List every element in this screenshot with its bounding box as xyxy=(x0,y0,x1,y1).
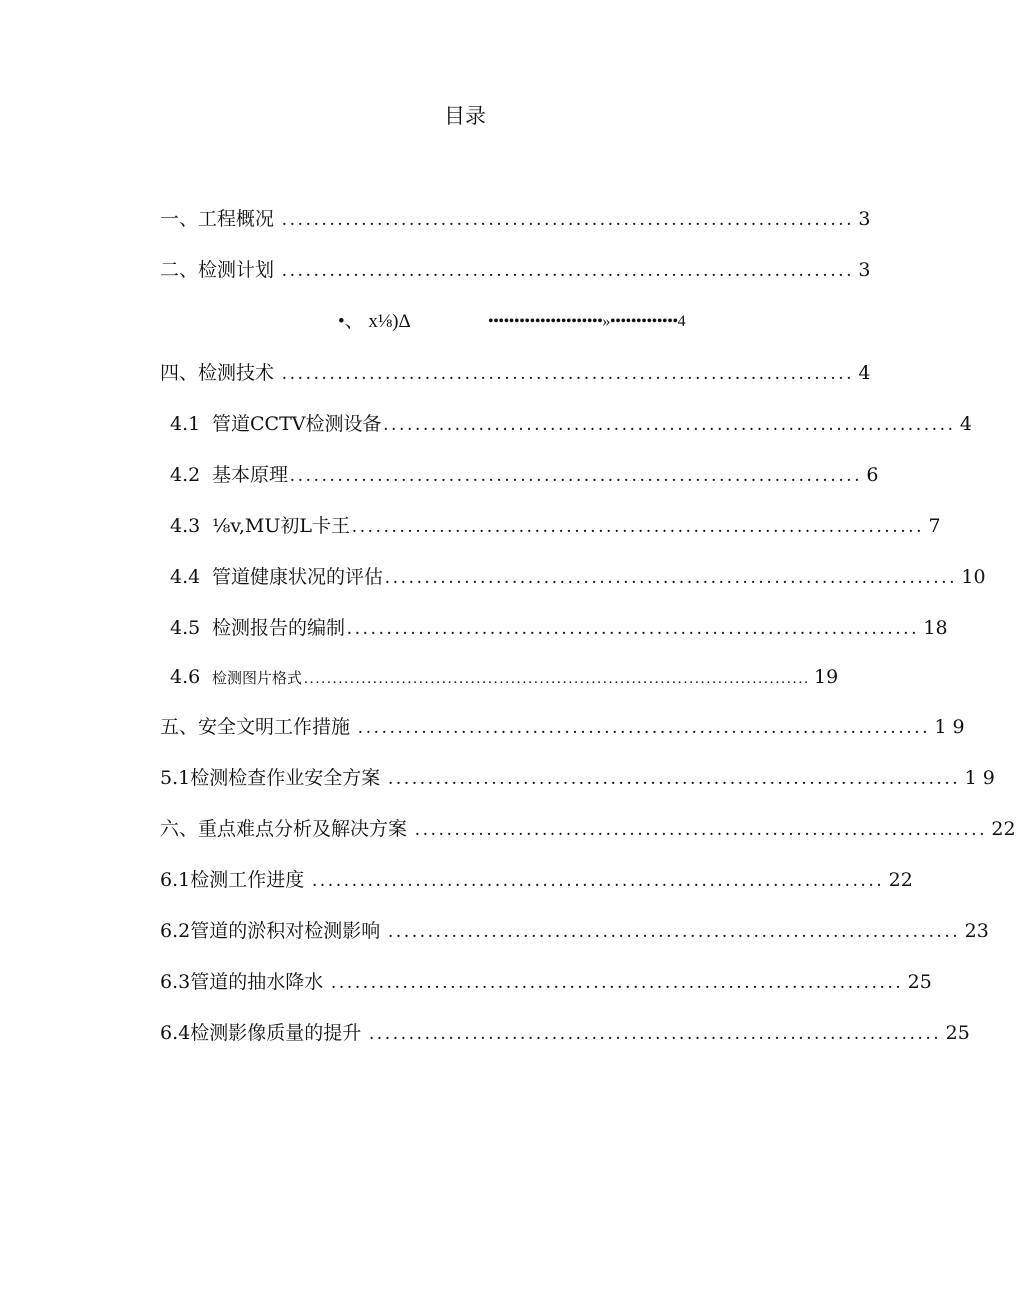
toc-entry[interactable] xyxy=(170,513,941,540)
toc-entry-label: 二、检测计划 xyxy=(160,259,275,281)
toc-entry-label: 6.4检测影像质量的提升 xyxy=(160,1022,362,1044)
toc-page-number: 7 xyxy=(928,515,941,537)
toc-entry[interactable] xyxy=(160,765,995,792)
toc-entry-label: 检测图片格式 xyxy=(212,669,303,687)
toc-section-number: 4.2 xyxy=(170,464,201,486)
toc-entry[interactable] xyxy=(160,257,871,284)
toc-leader-dots: ........................................................................ xyxy=(347,618,920,639)
toc-page-number: 1 9 xyxy=(964,767,995,789)
toc-page-number: 25 xyxy=(945,1022,970,1044)
toc-leader-dots: ........................................................................ xyxy=(352,516,925,537)
toc-entry[interactable] xyxy=(160,918,989,945)
toc-page-number: 10 xyxy=(961,566,986,588)
toc-entry-garbled-label[interactable]: •、 x⅛)Δ xyxy=(338,311,411,332)
toc-leader-dots: ........................................................................ xyxy=(282,260,855,281)
toc-entry-label: 6.3管道的抽水降水 xyxy=(160,971,324,993)
toc-page-number: 18 xyxy=(923,617,948,639)
toc-section-number: 4.4 xyxy=(170,566,201,588)
toc-entry[interactable] xyxy=(170,411,972,438)
toc-entry[interactable] xyxy=(170,615,948,642)
toc-entry-label: 四、检测技术 xyxy=(160,362,275,384)
toc-leader-dots: ........................................................................ xyxy=(312,870,885,891)
toc-section-number: 4.5 xyxy=(170,617,201,639)
toc-leader-dots: ........................................................................ xyxy=(415,819,988,840)
toc-leader-dots: ........................................................................ xyxy=(369,1023,942,1044)
toc-entry[interactable] xyxy=(170,564,986,591)
toc-leader-dots: ........................................................................ xyxy=(290,465,863,486)
toc-leader-dots: ........................................................................ xyxy=(388,921,961,942)
toc-page-number: 23 xyxy=(964,920,989,942)
toc-leader-dots: ........................................................................ xyxy=(388,768,961,789)
toc-page-number: 19 xyxy=(814,666,839,688)
toc-page-number: 3 xyxy=(858,259,871,281)
toc-entry[interactable] xyxy=(160,1020,970,1047)
toc-page-number: 4 xyxy=(858,362,871,384)
toc-page-number: 22 xyxy=(888,869,913,891)
toc-entry-label: 6.2管道的淤积对检测影响 xyxy=(160,920,381,942)
toc-leader-dots: ........................................................................ xyxy=(331,972,904,993)
toc-entry[interactable] xyxy=(160,867,913,894)
page-title: 目录 xyxy=(444,104,486,128)
toc-page-number: 6 xyxy=(866,464,879,486)
toc-leader-dots: ........................................................................ xyxy=(385,567,958,588)
toc-entry[interactable] xyxy=(160,206,871,233)
toc-page-number: 3 xyxy=(858,208,871,230)
toc-leader-dots: ........................................................................ xyxy=(282,209,855,230)
toc-entry-label: 管道CCTV检测设备 xyxy=(212,413,382,435)
toc-leader-dots: ........................................................................ xyxy=(282,363,855,384)
toc-entry-label: 基本原理 xyxy=(212,464,289,486)
toc-entry-label: 6.1检测工作进度 xyxy=(160,869,305,891)
toc-entry-garbled-fill: ••••••••••••••••••••••»•••••••••••••4 xyxy=(488,313,686,330)
toc-entry[interactable] xyxy=(170,462,879,489)
toc-section-number: 4.6 xyxy=(170,666,201,688)
toc-section-number: 4.1 xyxy=(170,413,201,435)
toc-entry-label: ⅛v,MU初L卡王 xyxy=(212,515,351,537)
toc-page-number: 22 xyxy=(991,818,1016,840)
toc-entry-label: 检测报告的编制 xyxy=(212,617,346,639)
toc-leader-dots: ........................................................................ xyxy=(358,717,931,738)
toc-entry[interactable] xyxy=(160,360,871,387)
toc-leader-dots: ........................................................................................ xyxy=(304,671,811,687)
toc-leader-dots: ........................................................................ xyxy=(383,414,956,435)
toc-entry[interactable] xyxy=(160,816,1016,843)
toc-entry-label: 5.1检测检查作业安全方案 xyxy=(160,767,381,789)
toc-section-number: 4.3 xyxy=(170,515,201,537)
toc-entry-label: 管道健康状况的评估 xyxy=(212,566,384,588)
toc-entry-label: 六、重点难点分析及解决方案 xyxy=(160,818,408,840)
toc-entry[interactable] xyxy=(170,664,839,692)
toc-entry[interactable] xyxy=(160,969,932,996)
toc-entry[interactable] xyxy=(160,714,965,741)
toc-entry-label: 五、安全文明工作措施 xyxy=(160,716,351,738)
toc-page-number: 4 xyxy=(959,413,972,435)
toc-entry-label: 一、工程概况 xyxy=(160,208,275,230)
toc-page-number: 25 xyxy=(907,971,932,993)
toc-page-number: 1 9 xyxy=(934,716,965,738)
